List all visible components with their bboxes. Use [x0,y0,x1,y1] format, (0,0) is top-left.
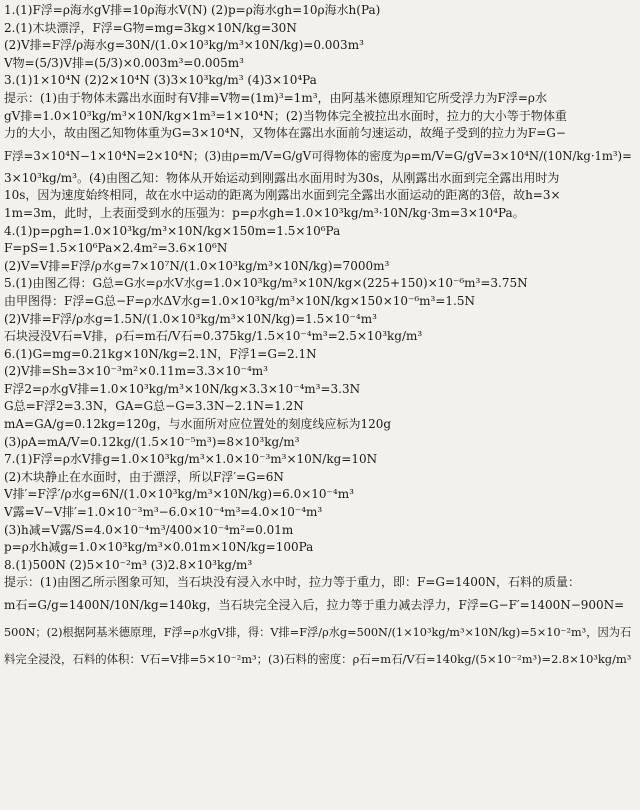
answer-line: G总=F浮2=3.3N，GA=G总−G=3.3N−2.1N=1.2N [4,399,304,414]
answer-line: V排′=F浮′/ρ水g=6N/(1.0×10³kg/m³×10N/kg)=6.0×10⁻⁴m³ [4,487,354,502]
answer-line: (3)h减=V露/S=4.0×10⁻⁴m³/400×10⁻⁴m²=0.01m [4,522,294,537]
answer-line: F=pS=1.5×10⁶Pa×2.4m²=3.6×10⁶N [4,241,228,256]
answer-line: 5.(1)由图乙得：G总=G水=ρ水V水g=1.0×10³kg/m³×10N/kg×(225+150)×10⁻⁶m³=3.75N [4,276,528,291]
answer-line: F浮=3×10⁴N−1×10⁴N=2×10⁴N；(3)由ρ=m/V=G/gV可得物体的密度为ρ=m/V=G/gV=3×10⁴N/(10N/kg·1m³)= [4,148,632,163]
answer-line: 2.(1)木块漂浮，F浮=G物=mg=3kg×10N/kg=30N [4,20,297,35]
answer-line: 提示：(1)由图乙所示图象可知，当石块没有浸入水中时，拉力等于重力，即：F=G=1400N，石料的质量： [4,575,581,590]
answer-line: 3.(1)1×10⁴N (2)2×10⁴N (3)3×10³kg/m³ (4)3×10⁴Pa [4,73,317,88]
answer-line: (3)ρA=mA/V=0.12kg/(1.5×10⁻⁵m³)=8×10³kg/m³ [4,434,300,449]
answer-line: 4.(1)p=ρgh=1.0×10³kg/m³×10N/kg×150m=1.5×10⁶Pa [4,223,341,238]
answer-line: m石=G/g=1400N/10N/kg=140kg，当石块完全浸入后，拉力等于重力减去浮力，F浮=G−F′=1400N−900N= [4,598,625,612]
answer-line: mA=GA/g=0.12kg=120g，与水面所对应位置处的刻度线应标为120g [4,417,392,432]
answer-line: 1.(1)F浮=ρ海水gV排=10ρ海水V(N) (2)p=ρ海水gh=10ρ海水h(Pa) [4,3,381,17]
answer-line: 料完全浸没，石料的体积：V石=V排=5×10⁻²m³；(3)石料的密度：ρ石=m石/V石=140kg/(5×10⁻²m³)=2.8×10³kg/m³ [4,652,632,666]
answer-line: 由甲图得：F浮=G总−F=ρ水ΔV水g=1.0×10³kg/m³×10N/kg×150×10⁻⁶m³=1.5N [4,293,476,308]
answer-line: 8.(1)500N (2)5×10⁻²m³ (3)2.8×10³kg/m³ [4,557,253,572]
answer-line: 石块浸没V石=V排，ρ石=m石/V石=0.375kg/1.5×10⁻⁴m³=2.5×10³kg/m³ [4,329,423,344]
answer-line: V露=V−V排′=1.0×10⁻³m³−6.0×10⁻⁴m³=4.0×10⁻⁴m³ [4,505,323,520]
answer-line: 10s，因为速度始终相同，故在水中运动的距离为刚露出水面到完全露出水面运动的距离的3倍，故h=3× [4,188,561,203]
answer-line: 6.(1)G=mg=0.21kg×10N/kg=2.1N，F浮1=G=2.1N [4,346,317,361]
answer-line: 7.(1)F浮=ρ水V排g=1.0×10³kg/m³×1.0×10⁻³m³×10N/kg=10N [4,452,378,467]
answer-line: (2)V排=F浮/ρ海水g=30N/(1.0×10³kg/m³×10N/kg)=0.003m³ [4,38,364,53]
answer-line: p=ρ水h减g=1.0×10³kg/m³×0.01m×10N/kg=100Pa [4,540,314,555]
answer-line: 提示：(1)由于物体未露出水面时有V排=V物=(1m)³=1m³，由阿基米德原理知它所受浮力为F浮=ρ水 [4,90,547,105]
answer-line: gV排=1.0×10³kg/m³×10N/kg×1m³=1×10⁴N；(2)当物体完全被拉出水面时，拉力的大小等于物体重 [4,108,567,123]
answer-line: 500N；(2)根据阿基米德原理，F浮=ρ水gV排，得：V排=F浮/ρ水g=500N/(1×10³kg/m³×10N/kg)=5×10⁻²m³，因为石 [4,626,632,639]
answer-line: 力的大小，故由图乙知物体重为G=3×10⁴N，又物体在露出水面前匀速运动，故绳子受到的拉力为F=G− [4,126,566,141]
answer-line: (2)V排=Sh=3×10⁻³m²×0.11m=3.3×10⁻⁴m³ [4,364,268,379]
answer-line: 3×10³kg/m³。(4)由图乙知：物体从开始运动到刚露出水面用时为30s，从刚露出水面到完全露出用时为 [4,170,560,185]
answer-line: 1m=3m，此时，上表面受到水的压强为：p=ρ水gh=1.0×10³kg/m³·10N/kg·3m=3×10⁴Pa。 [4,205,525,220]
answer-line: (2)木块静止在水面时，由于漂浮，所以F浮′=G=6N [4,469,284,484]
answer-line: (2)V排=F浮/ρ水g=1.5N/(1.0×10³kg/m³×10N/kg)=1.5×10⁻⁴m³ [4,311,377,326]
answer-line: V物=(5/3)V排=(5/3)×0.003m³=0.005m³ [4,55,244,70]
answer-line: (2)V=V排=F浮/ρ水g=7×10⁷N/(1.0×10³kg/m³×10N/kg)=7000m³ [4,258,390,273]
answer-line: F浮2=ρ水gV排=1.0×10³kg/m³×10N/kg×3.3×10⁻⁴m³=3.3N [4,381,361,396]
